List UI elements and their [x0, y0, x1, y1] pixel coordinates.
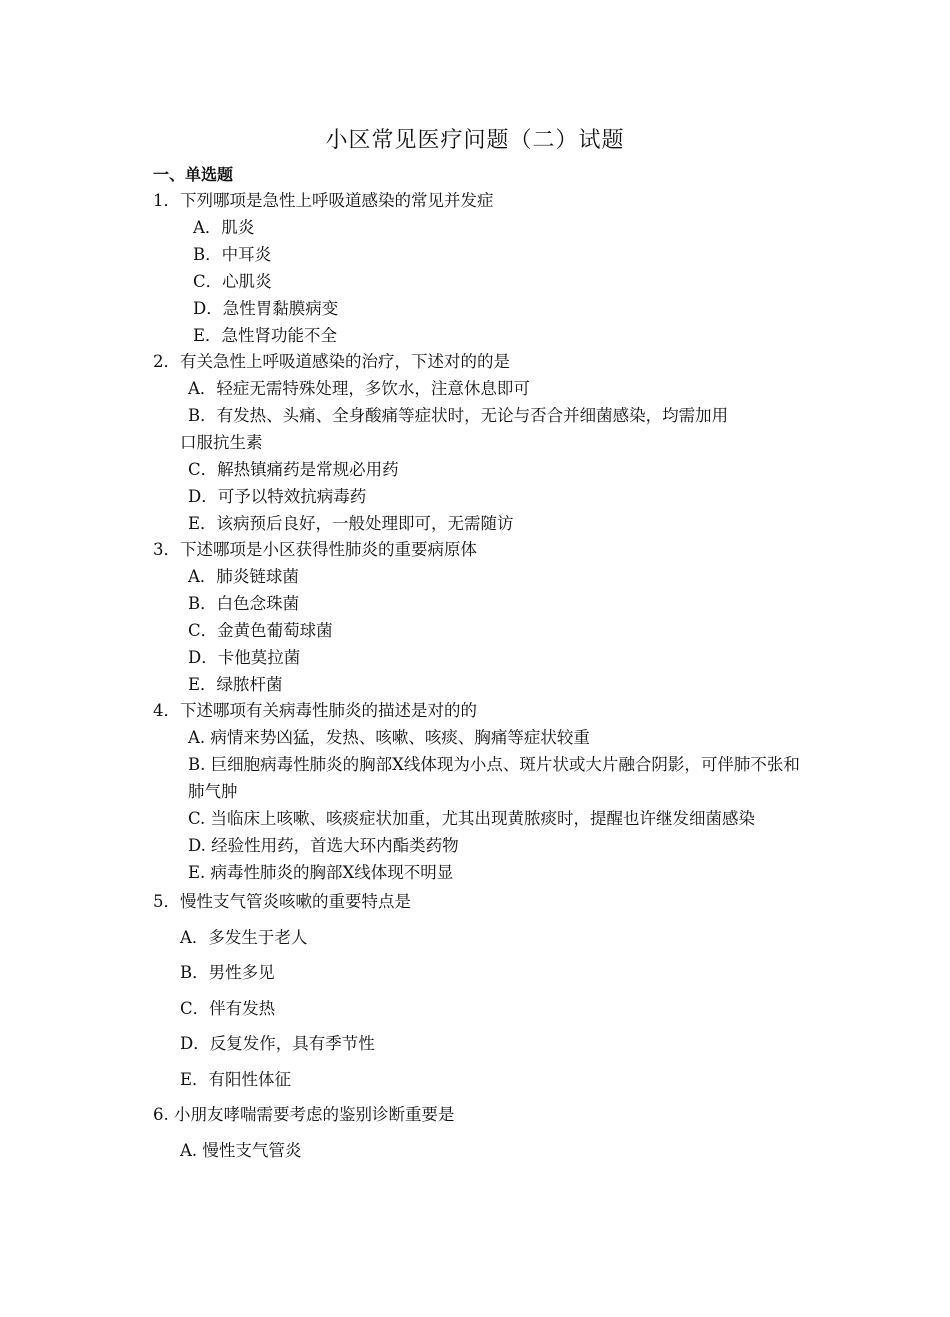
question-1-option-e: E．急性肾功能不全 — [193, 326, 338, 345]
question-4-stem: 4．下述哪项有关病毒性肺炎的描述是对的的 — [153, 701, 477, 720]
question-4-option-b-continued: 肺气肿 — [188, 782, 238, 801]
section-heading: 一、单选题 — [153, 165, 234, 184]
question-2-option-c: C．解热镇痛药是常规必用药 — [188, 460, 399, 479]
question-1-option-c: C．心肌炎 — [193, 272, 272, 291]
question-5-option-b: B．男性多见 — [180, 963, 275, 982]
question-6-stem: 6. 小朋友哮喘需要考虑的鉴别诊断重要是 — [153, 1105, 455, 1124]
question-6-option-a: A. 慢性支气管炎 — [180, 1141, 302, 1160]
question-3-option-c: C．金黄色葡萄球菌 — [188, 621, 333, 640]
document-title: 小区常见医疗问题（二）试题 — [325, 128, 625, 153]
question-4-option-a: A. 病情来势凶猛，发热、咳嗽、咳痰、胸痛等症状较重 — [188, 728, 590, 747]
question-4-option-c: C. 当临床上咳嗽、咳痰症状加重，尤其出现黄脓痰时，提醒也许继发细菌感染 — [188, 809, 756, 828]
question-2-option-d: D．可予以特效抗病毒药 — [188, 487, 367, 506]
question-3-option-b: B．白色念珠菌 — [188, 594, 300, 613]
question-4-option-e: E. 病毒性肺炎的胸部X线体现不明显 — [188, 863, 454, 882]
question-2-option-b-continued: 口服抗生素 — [180, 433, 263, 452]
question-3-option-d: D．卡他莫拉菌 — [188, 648, 301, 667]
question-5-stem: 5．慢性支气管炎咳嗽的重要特点是 — [153, 892, 411, 911]
question-1-option-b: B．中耳炎 — [193, 245, 272, 264]
question-3-option-a: A．肺炎链球菌 — [188, 567, 299, 586]
question-1-option-a: A．肌炎 — [193, 218, 255, 237]
question-5-option-d: D．反复发作，具有季节性 — [180, 1034, 375, 1053]
question-2-option-e: E．该病预后良好，一般处理即可，无需随访 — [188, 514, 514, 533]
question-2-option-a: A．轻症无需特殊处理，多饮水，注意休息即可 — [188, 379, 530, 398]
question-5-option-a: A．多发生于老人 — [180, 928, 308, 947]
question-3-option-e: E．绿脓杆菌 — [188, 675, 283, 694]
question-2-stem: 2．有关急性上呼吸道感染的治疗，下述对的的是 — [153, 352, 510, 371]
question-2-option-b: B．有发热、头痛、全身酸痛等症状时，无论与否合并细菌感染，均需加用 — [188, 406, 729, 425]
question-1-option-d: D．急性胃黏膜病变 — [193, 299, 339, 318]
question-3-stem: 3．下述哪项是小区获得性肺炎的重要病原体 — [153, 540, 477, 559]
question-4-option-b: B. 巨细胞病毒性肺炎的胸部X线体现为小点、斑片状或大片融合阴影，可伴肺不张和 — [188, 755, 800, 774]
question-5-option-e: E．有阳性体征 — [180, 1070, 292, 1089]
question-5-option-c: C．伴有发热 — [180, 999, 276, 1018]
question-4-option-d: D. 经验性用药，首选大环内酯类药物 — [188, 836, 459, 855]
question-1-stem: 1．下列哪项是急性上呼吸道感染的常见并发症 — [153, 191, 494, 210]
